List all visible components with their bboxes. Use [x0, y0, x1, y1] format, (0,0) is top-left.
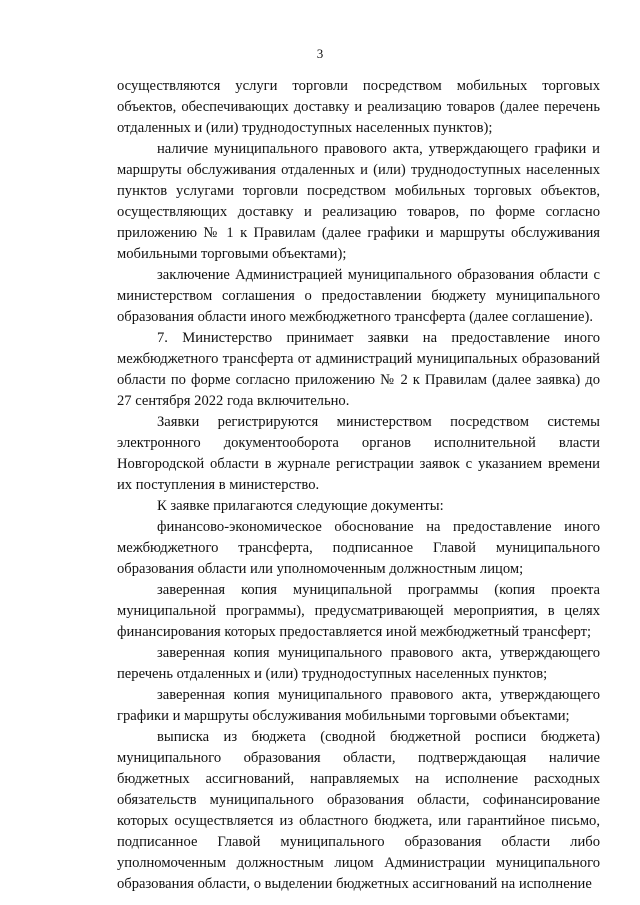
paragraph-financial-justification: финансово-экономическое обоснование на предоставление иного межбюджетного трансферта, подписанное Главой муниципального образования области или уполномоченным должностным лицом; — [117, 519, 600, 577]
paragraph-program-copy: заверенная копия муниципальной программы (копия проекта муниципальной программы), предусматривающей мероприятия, в целях финансирования которых предоставляется иной межбюджетный трансферт; — [117, 582, 600, 640]
paragraph-registration: Заявки регистрируются министерством посредством системы электронного документооборота органов исполнительной власти Новгородской области в журнале регистрации заявок с указанием времени их поступления в министерство. — [117, 414, 600, 493]
paragraph-settlements-act-copy: заверенная копия муниципального правового акта, утверждающего перечень отдаленных и (или) труднодоступных населенных пунктов; — [117, 645, 600, 682]
paragraph-routes-act-copy: заверенная копия муниципального правового акта, утверждающего графики и маршруты обслуживания мобильными торговыми объектами; — [117, 687, 600, 724]
paragraph-legal-act-requirement: наличие муниципального правового акта, утверждающего графики и маршруты обслуживания отдаленных и (или) труднодоступных населенных пунктов услугами торговли посредством мобильных торговых объектов, осуществляющих доставку и реализацию товаров, по форме согласно приложению № 1 к Правилам (далее графики и маршруты обслуживания мобильными торговыми объектами); — [117, 141, 600, 262]
document-body — [117, 76, 600, 895]
paragraph-continuation: осуществляются услуги торговли посредством мобильных торговых объектов, обеспечивающих доставку и реализацию товаров (далее перечень отдаленных и (или) труднодоступных населенных пунктов); — [117, 78, 600, 136]
paragraph-agreement-requirement: заключение Администрацией муниципального образования области с министерством соглашения о предоставлении бюджету муниципального образования области иного межбюджетного трансферта (далее соглашение). — [117, 267, 600, 325]
paragraph-budget-extract: выписка из бюджета (сводной бюджетной росписи бюджета) муниципального образования области, подтверждающая наличие бюджетных ассигнований, направляемых на исполнение расходных обязательств муниципального образования области, софинансирование которых осуществляется из областного бюджета, или гарантийное письмо, подписанное Главой муниципального образования области либо уполномоченным должностным лицом Администрации муниципального образования области, о выделении бюджетных ассигнований на исполнение — [117, 729, 600, 892]
page-number: 3 — [316, 46, 324, 61]
paragraph-documents-intro: К заявке прилагаются следующие документы: — [157, 498, 444, 514]
paragraph-clause-7: 7. Министерство принимает заявки на предоставление иного межбюджетного трансферта от администраций муниципальных образований области по форме согласно приложению № 2 к Правилам (далее заявка) до 27 сентября 2022 года включительно. — [117, 330, 600, 409]
